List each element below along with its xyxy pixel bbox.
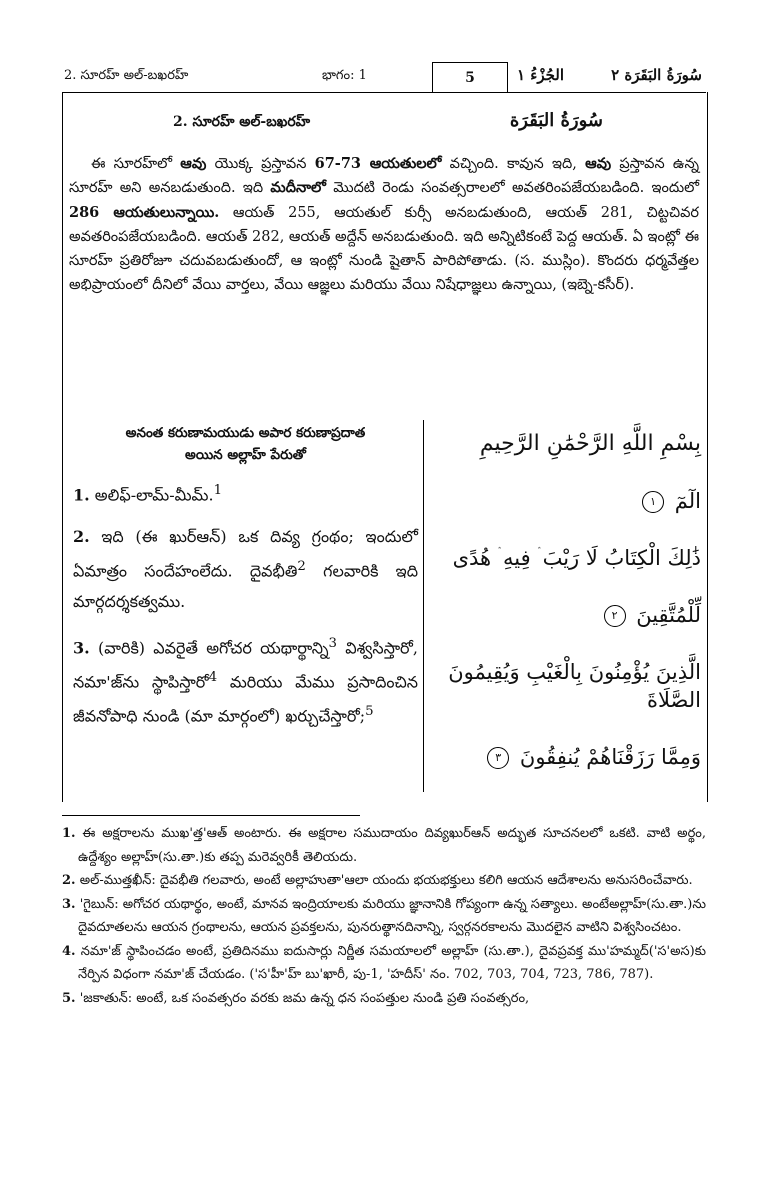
arabic-verse-2a: ذَٰلِكَ الْكِتَابُ لَا رَيْبَ ۛ فِيهِ ۛ هُدًى bbox=[452, 546, 701, 570]
page-header bbox=[62, 62, 706, 93]
arabic-verse-2b: لِّلْمُتَّقِينَ ٢ bbox=[431, 601, 701, 629]
arabic-verse-1: الٓمٓ ١ bbox=[431, 487, 701, 515]
footnote-5: 5. 'జకాతున్: అంటే, ఒక సంవత్సరం వరకు జమ ఉన్న ధన సంపత్తుల నుండి ప్రతి సంవత్సరం, bbox=[62, 990, 530, 1006]
verse-marker-2: ٢ bbox=[604, 605, 626, 627]
verse-marker-1: ١ bbox=[642, 491, 664, 513]
page-number: 5 bbox=[432, 62, 508, 92]
surah-introduction: ఈ సూరహ్‌లో ఆవు యొక్క ప్రస్తావన 67-73 ఆయతులలో వచ్చింది. కావున ఇది, ఆవు ప్రస్తావన ఉన్న సూరహ్ అని అనబడుతుంది. ఇది మదీనాలో మొదటి రెండు సంవత్సరాలలో అవతరింపజేయబడింది. ఇందులో 286 ఆయతులున్నాయి. ఆయత్ 255, ఆయతుల్ కుర్సీ అనబడుతుంది, ఆయత్ 281, చిట్టచివర అవతరింపజేయబడింది. ఆయత్ 282, ఆయత్ అద్దేన్ అనబడుతుంది. ఇది అన్నిటికంటే పెద్ద ఆయత్. ఏ ఇంట్లో ఈ సూరహ్ ప్రతిరోజూ చదువబడుతుందో, ఆ ఇంట్లో నుండి షైతాన్ పారిపోతాడు. (స. ముస్లిం). కొందరు ధర్మవేత్తల అభిప్రాయంలో దీనిలో వేయి వార్తలు, వేయి ఆజ్ఞలు మరియు వేయి నిషేధాజ్ఞలు ఉన్నాయి, (ఇబ్నె-కసీర్). bbox=[69, 155, 700, 294]
header-surah-arabic: سُورَةُ البَقَرَة ٢ bbox=[611, 66, 702, 84]
footnote-3: 3. 'గైబున్: అగోచర యథార్థం, అంటే, మానవ ఇంద్రియాలకు మరియు జ్ఞానానికి గోప్యంగా ఉన్న సత్యాలు. అంటేఅల్లాహ్(సు.తా.)ను దైవదూతలను ఆయన గ్రంథాలను, ఆయన ప్రవక్తలను, పునరుత్థానదినాన్ని, స్వర్గనరకాలను మొదలైన వాటిని విశ్వసించటం. bbox=[62, 896, 706, 935]
header-juz-arabic: الجُزْءُ ١ bbox=[517, 66, 565, 84]
footnote-1: 1. ఈ అక్షరాలను ముఖ'త్త'ఆత్ అంటారు. ఈ అక్షరాల సముదాయం దివ్యఖుర్ఆన్ అద్భుత సూచనలలో ఒకటి. వాటి అర్థం, ఉద్దేశ్యం అల్లాహ్(సు.తా.)కు తప్ప మరెవ్వరికీ తెలియదు. bbox=[62, 826, 706, 865]
surah-title-arabic: سُورَةُ البَقَرَة bbox=[509, 110, 603, 131]
verse-marker-3: ٣ bbox=[487, 747, 509, 769]
translation-column bbox=[73, 422, 418, 744]
footnotes bbox=[62, 822, 706, 1010]
arabic-basmala: بِسْمِ اللَّهِ الرَّحْمَٰنِ الرَّحِيمِ bbox=[479, 431, 701, 456]
verse-2: 2. ఇది (ఈ ఖుర్ఆన్) ఒక దివ్య గ్రంథం; ఇందులో ఏమాత్రం సందేహంలేదు. దైవభీతి$^2$ గలవారికి ఇది మార్గదర్శకత్వము. bbox=[73, 527, 418, 611]
footnote-4: 4. నమా'జ్ స్థాపించడం అంటే, ప్రతిదినము ఐదుసార్లు నిర్ణీత సమయాలలో అల్లాహ్ (సు.తా.), దైవప్రవక్త ము'హమ్మద్('స'అస)కు నేర్పిన విధంగా నమా'జ్ చేయడం. ('స'హీ'హ్ బు'ఖారీ, పు-1, 'హదీస్' నం. 702, 703, 704, 723, 786, 787). bbox=[62, 943, 706, 982]
header-part: భాగం: 1 bbox=[322, 68, 367, 83]
verse-3: 3. (వారికి) ఎవరైతే అగోచర యథార్థాన్ని$^3$ విశ్వసిస్తారో, నమా'జ్‌ను స్థాపిస్తారో$^4$ మరియు మేము ప్రసాదించిన జీవనోపాధి నుండి (మా మార్గంలో) ఖర్చుచేస్తారో;$^5$ bbox=[73, 635, 419, 726]
footnote-rule bbox=[62, 815, 360, 816]
surah-title-telugu: 2. సూరహ్ అల్-బఖరహ్ bbox=[173, 114, 311, 130]
arabic-verse-3b: وَمِمَّا رَزَقْنَاهُمْ يُنفِقُونَ ٣ bbox=[431, 743, 701, 771]
column-divider bbox=[423, 420, 424, 792]
verse-1: 1. అలిఫ్-లామ్-మీమ్.$^1$ bbox=[73, 483, 223, 505]
basmala-translation: అనంత కరుణామయుడు అపార కరుణాప్రదాత అయిన అల్లాహ్ పేరుతో bbox=[125, 425, 366, 463]
header-surah-telugu: 2. సూరహ్ అల్-బఖరహ్ bbox=[64, 68, 189, 83]
main-frame bbox=[62, 92, 708, 802]
arabic-verse-3a: الَّذِينَ يُؤْمِنُونَ بِالْغَيْبِ وَيُقِيمُونَ الصَّلَاةَ bbox=[448, 660, 701, 712]
arabic-column bbox=[431, 430, 701, 800]
footnote-2: 2. అల్-ముత్తఖీన్: దైవభీతి గలవారు, అంటే అల్లాహుతా'ఆలా యందు భయభక్తులు కలిగి ఆయన ఆదేశాలను అనుసరించేవారు. bbox=[62, 873, 693, 888]
